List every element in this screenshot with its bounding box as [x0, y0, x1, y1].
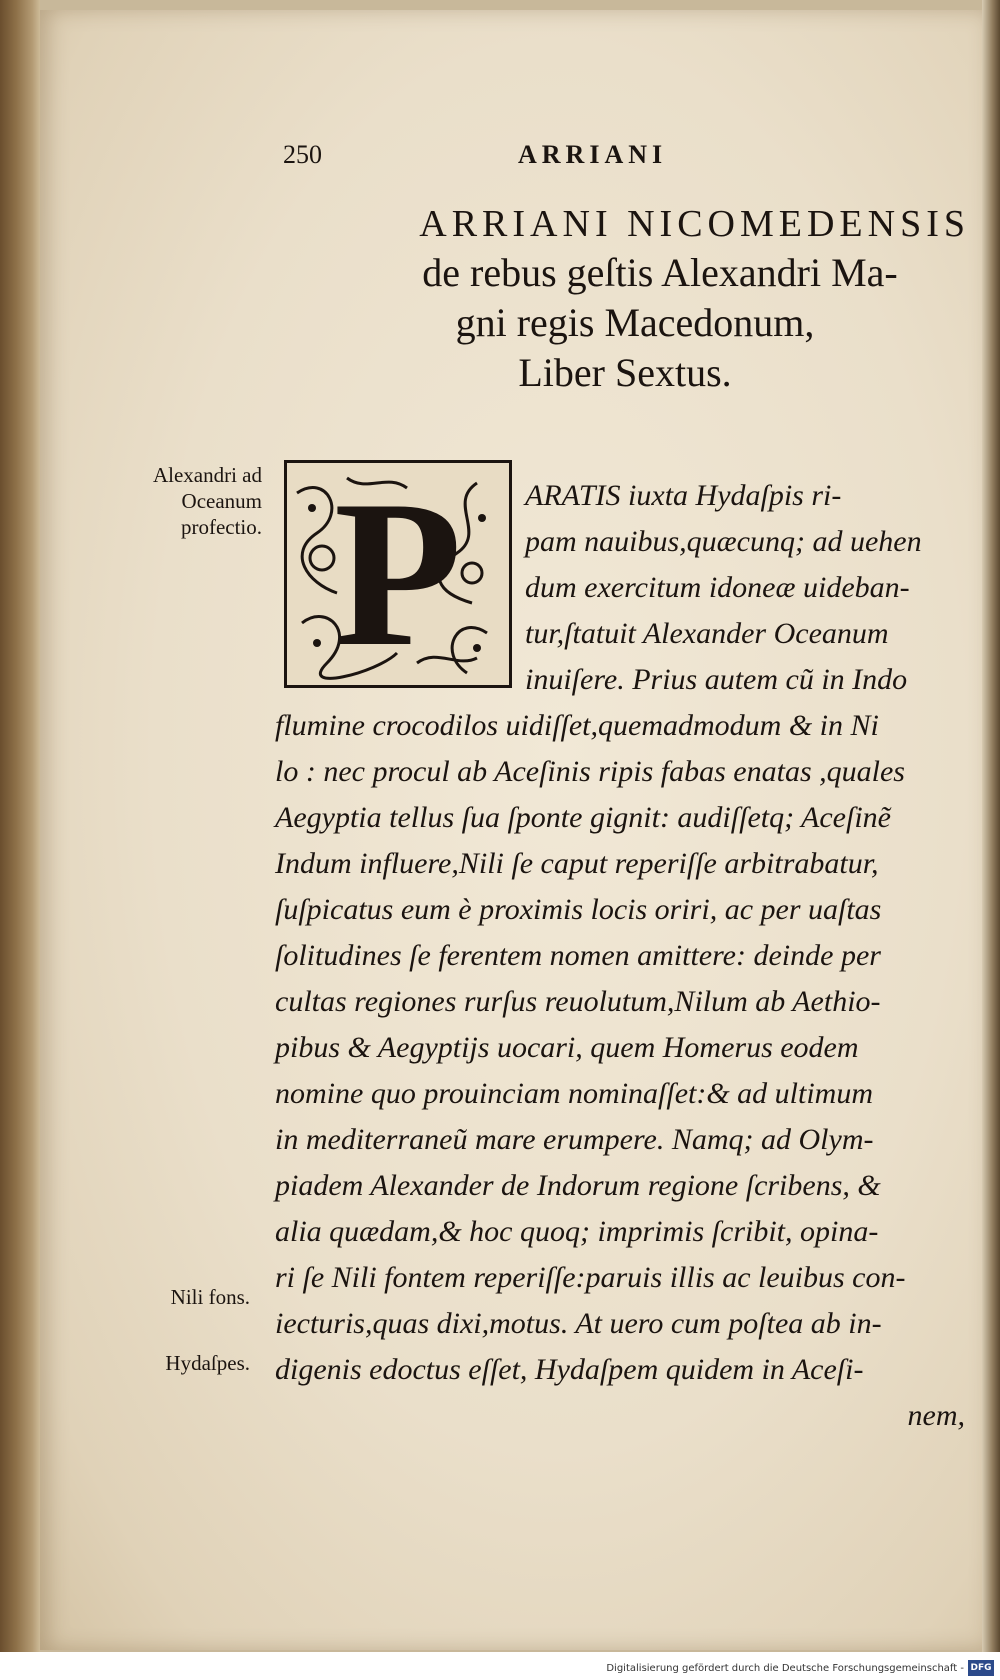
funding-credit: Digitalisierung gefördert durch die Deutsche Forschungsgemeinschaft - [606, 1663, 964, 1674]
text-line: iecturis,quas dixi,motus. At uero cum poſtea ab in- [275, 1307, 882, 1340]
catchword: nem, [907, 1399, 965, 1432]
text-line: ſuſpicatus eum è proximis locis oriri, ac per uaſtas [275, 893, 882, 926]
text-line: digenis edoctus eſſet, Hydaſpem quidem in Aceſi- [275, 1353, 864, 1386]
text-line: ri ſe Nili fontem reperiſſe:paruis illis ac leuibus con- [275, 1261, 906, 1294]
text-line: inuiſere. Prius autem cũ in Indo [525, 663, 908, 696]
chapter-title [280, 200, 970, 398]
text-line: pibus & Aegyptijs uocari, quem Homerus eodem [275, 1031, 859, 1064]
text-line: dum exercitum idoneæ uideban- [525, 571, 910, 604]
text-line: in mediterraneũ mare erumpere. Namq; ad Olym- [275, 1123, 874, 1156]
text-line: cultas regiones rurſus reuolutum,Nilum ab Aethio- [275, 985, 881, 1018]
text-line: piadem Alexander de Indorum regione ſcribens, & [275, 1169, 881, 1202]
text-line: tur,ſtatuit Alexander Oceanum [525, 617, 889, 650]
title-line: Liber Sextus. [518, 350, 732, 395]
text-line: flumine crocodilos uidiſſet,quemadmodum & in Ni [275, 709, 879, 742]
text-line: pam nauibus,quæcunq; ad uehen [525, 525, 922, 558]
dfg-logo: DFG [968, 1660, 994, 1676]
running-title: ARRIANI [518, 140, 668, 169]
footer-bar [0, 1652, 1000, 1680]
page-number: 250 [283, 140, 322, 169]
page-edge [982, 0, 1000, 1680]
title-line: ARRIANI NICOMEDENSIS [419, 203, 970, 245]
title-line: de rebus geſtis Alexandri Ma- [422, 250, 898, 295]
marginal-note: Alexandri ad Oceanum profectio. [152, 463, 262, 539]
text-line: Aegyptia tellus ſua ſponte gignit: audiſſetq; Aceſinẽ [275, 801, 891, 834]
marginal-note: Hydaſpes. [165, 1351, 250, 1375]
decorated-initial [284, 460, 512, 688]
book-spine [0, 0, 40, 1680]
text-line: ſolitudines ſe ferentem nomen amittere: deinde per [275, 939, 881, 972]
text-line: nomine quo prouinciam nominaſſet:& ad ultimum [275, 1077, 874, 1110]
text-line: ARATIS iuxta Hydaſpis ri- [525, 479, 842, 512]
text-line: Indum influere,Nili ſe caput reperiſſe arbitrabatur, [275, 847, 879, 880]
text-line: alia quædam,& hoc quoq; imprimis ſcribit, opina- [275, 1215, 879, 1248]
title-line: gni regis Macedonum, [455, 300, 815, 345]
text-line: lo : nec procul ab Aceſinis ripis fabas enatas ,quales [275, 755, 905, 788]
initial-letter: P [333, 458, 463, 690]
running-head [283, 140, 753, 180]
marginal-note: Nili fons. [170, 1285, 250, 1309]
